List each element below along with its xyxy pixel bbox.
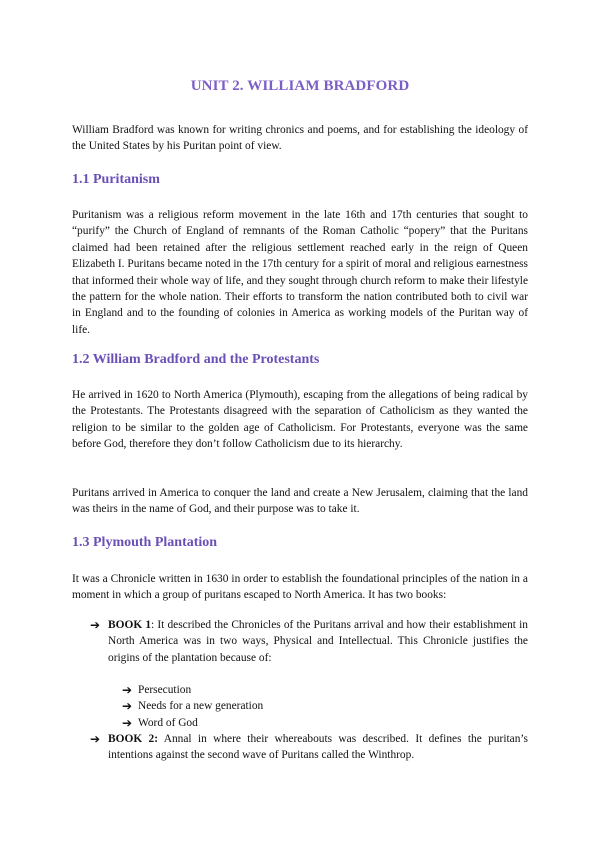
book-2-label: BOOK 2: xyxy=(108,733,159,745)
reasons-list xyxy=(122,682,518,731)
arrow-icon: ➔ xyxy=(90,732,101,746)
reason-text: Persecution xyxy=(138,684,192,696)
book-1-text: : It described the Chronicles of the Puritans arrival and how their establishment in North America was in two ways, Physical and Intellectual. This Chronicle justifies the origins of the plantation because of: xyxy=(108,619,528,664)
arrow-icon: ➔ xyxy=(122,683,133,697)
puritanism-paragraph: Puritanism was a religious reform movement in the late 16th and 17th centuries that sought to “purify” the Church of England of remnants of the Roman Catholic “popery” that the Puritans claimed had been retained after the religious settlement reached early in the reign of Queen Elizabeth I. Puritans became noted in the 17th century for a spirit of moral and religious earnestness that informed their whole way of life, and they sought through church reform to make their lifestyle the pattern for the whole nation. Their efforts to transform the nation contributed both to civil war in England and to the founding of colonies in America as working models of the Puritan way of life. xyxy=(72,209,528,336)
protestants-paragraph: He arrived in 1620 to North America (Plymouth), escaping from the allegations of being radical by the Protestants. The Protestants disagreed with the separation of Catholicism as they wanted the religion to be similar to the golden age of Catholicism. For Protestants, everyone was the same before God, therefore they don’t follow Catholicism due to its hierarchy. xyxy=(72,389,528,451)
list-item xyxy=(122,698,518,714)
arrow-icon: ➔ xyxy=(90,618,101,632)
list-item-book-2 xyxy=(90,731,528,764)
intro-paragraph: William Bradford was known for writing chronics and poems, and for establishing the ideology of the United States by his Puritan point of view. xyxy=(72,124,528,153)
books-list-2 xyxy=(90,731,528,764)
books-list xyxy=(90,617,528,666)
reason-text: Needs for a new generation xyxy=(138,700,264,713)
page-title: UNIT 2. WILLIAM BRADFORD xyxy=(190,78,410,94)
section-heading-puritanism: 1.1 Puritanism xyxy=(72,172,160,187)
plantation-paragraph: It was a Chronicle written in 1630 in order to establish the foundational principles of the nation in a moment in which a group of puritans escaped to North America. It has two books: xyxy=(72,573,528,602)
arrow-icon: ➔ xyxy=(122,699,133,714)
list-item xyxy=(122,715,518,731)
puritans-arrival-paragraph: Puritans arrived in America to conquer the land and create a New Jerusalem, claiming that the land was theirs in the name of God, and their purpose was to take it. xyxy=(72,487,528,516)
list-item-book-1 xyxy=(90,617,528,666)
section-heading-plymouth-plantation: 1.3 Plymouth Plantation xyxy=(72,535,218,550)
section-heading-bradford-protestants: 1.2 William Bradford and the Protestants xyxy=(72,352,320,367)
list-item xyxy=(122,682,518,698)
book-1-label: BOOK 1 xyxy=(108,619,152,631)
book-2-text: Annal in where their whereabouts was described. It defines the puritan’s intentions against the second wave of Puritans called the Winthrop. xyxy=(108,733,528,762)
arrow-icon: ➔ xyxy=(122,715,133,730)
reason-text: Word of God xyxy=(138,716,198,729)
